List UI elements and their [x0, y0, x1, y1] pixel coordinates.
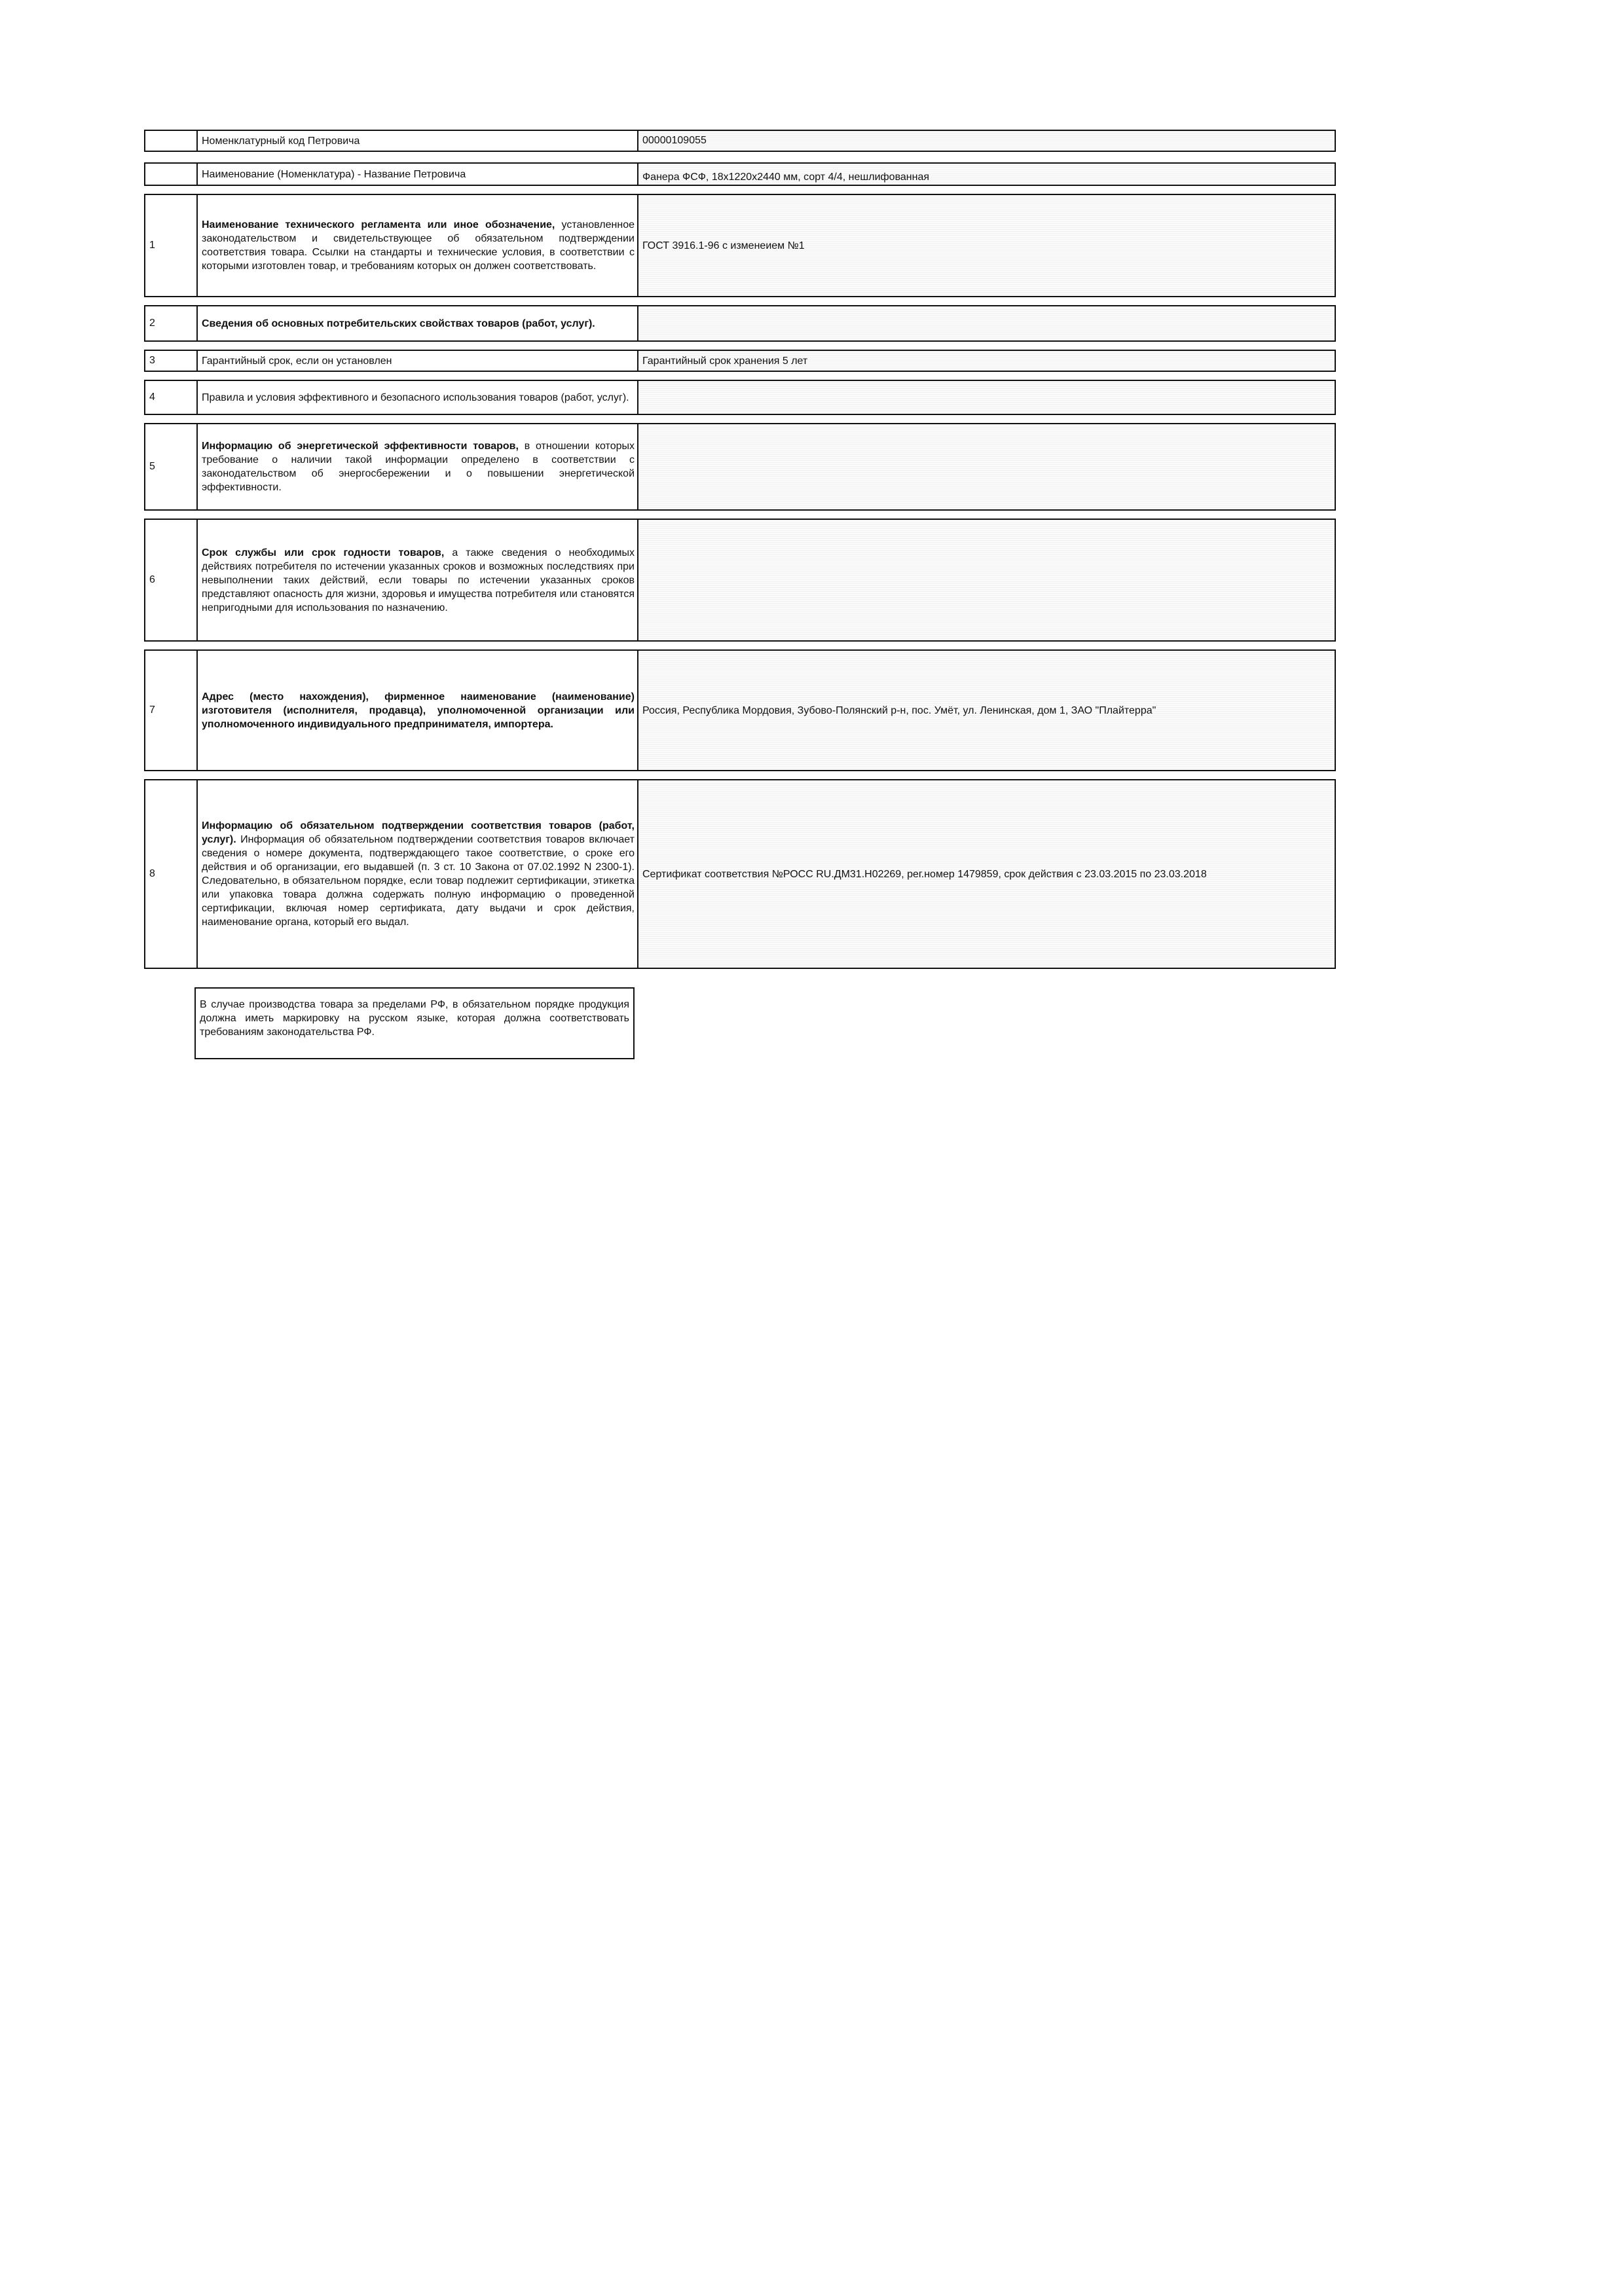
row-number: 8 [145, 780, 198, 968]
row-label [198, 520, 638, 640]
row-label: Гарантийный срок, если он установлен [198, 351, 638, 371]
table-row-code [144, 130, 1336, 152]
row-label-bold: Информацию об обязательном подтверждении соответствия товаров (работ, услуг). [202, 820, 635, 845]
row-number [145, 164, 198, 185]
row-label: Наименование (Номенклатура) - Название Петровича [198, 164, 638, 185]
row-value: ГОСТ 3916.1-96 с изменеием №1 [638, 195, 1335, 296]
row-label-rest: установленное законодательством и свидетельствующее об обязательном подтверждении соответствия товара. Ссылки на стандарты и технические условия, в соответствии с которыми изготовлен товар, и требованиям которых он должен соответствовать. [202, 219, 635, 272]
table-row-1 [144, 194, 1336, 297]
row-value [638, 424, 1335, 509]
row-label: Адрес (место нахождения), фирменное наименование (наименование) изготовителя (исполнителя, продавца), уполномоченной организации или уполномоченного индивидуального предпринимателя, импортера. [198, 651, 638, 770]
table-row-name [144, 162, 1336, 186]
row-label-bold: Информацию об энергетической эффективности товаров, [202, 441, 519, 452]
row-number: 2 [145, 306, 198, 340]
table-row-2 [144, 305, 1336, 342]
row-label: Номенклатурный код Петровича [198, 131, 638, 151]
table-row-5 [144, 423, 1336, 511]
row-value: Гарантийный срок хранения 5 лет [638, 351, 1335, 371]
row-label: Правила и условия эффективного и безопасного использования товаров (работ, услуг). [198, 381, 638, 414]
row-value [638, 520, 1335, 640]
row-number: 6 [145, 520, 198, 640]
row-label-rest: в отношении которых требование о наличии такой информации определено в соответствии с законодательством об энергосбережении и о повышении энергетической эффективности. [202, 441, 635, 493]
row-label-bold: Наименование технического регламента или иное обозначение, [202, 219, 555, 230]
row-number [145, 131, 198, 151]
row-value [638, 381, 1335, 414]
import-note: В случае производства товара за пределами РФ, в обязательном порядке продукция должна иметь маркировку на русском языке, которая должна соответствовать требованиям законодательства РФ. [194, 987, 635, 1059]
row-number: 4 [145, 381, 198, 414]
table-row-3 [144, 350, 1336, 372]
row-label: Сведения об основных потребительских свойствах товаров (работ, услуг). [198, 306, 638, 340]
row-label [198, 195, 638, 296]
row-number: 5 [145, 424, 198, 509]
row-label [198, 780, 638, 968]
table-row-4 [144, 380, 1336, 415]
row-value: Сертификат соответствия №РОСС RU.ДМ31.Н02269, рег.номер 1479859, срок действия с 23.03.2015 по 23.03.2018 [638, 780, 1335, 968]
row-number: 7 [145, 651, 198, 770]
row-number: 3 [145, 351, 198, 371]
row-label-bold: Срок службы или срок годности товаров, [202, 547, 445, 558]
row-label [198, 424, 638, 509]
row-label-rest: Информация об обязательном подтверждении соответствия товаров включает сведения о номере документа, подтверждающего такое соответствие, о сроке его действия и об организации, его выдавшей (п. 3 ст. 10 Закона от 07.02.1992 N 2300-1). Следовательно, в обязательном порядке, если товар подлежит сертификации, этикетка или упаковка товара должна содержать полную информацию о проведенной сертификации, включая номер сертификата, дату выдачи и срок действия, наименование органа, который его выдал. [202, 834, 635, 928]
row-value [638, 306, 1335, 340]
row-label-rest: а также сведения о необходимых действиях потребителя по истечении указанных сроков и возможных последствиях при невыполнении таких действий, если товары по истечении указанных сроков представляют опасность для жизни, здоровья и имущества потребителя или становятся непригодными для использования по назначению. [202, 547, 635, 613]
row-value: Фанера ФСФ, 18x1220x2440 мм, сорт 4/4, нешлифованная [638, 164, 1335, 185]
row-number: 1 [145, 195, 198, 296]
table-row-8 [144, 779, 1336, 969]
row-value: 00000109055 [638, 131, 1335, 151]
table-row-6 [144, 519, 1336, 642]
row-value: Россия, Республика Мордовия, Зубово-Полянский р-н, пос. Умёт, ул. Ленинская, дом 1, ЗАО "Плайтерра" [638, 651, 1335, 770]
table-row-7 [144, 649, 1336, 771]
